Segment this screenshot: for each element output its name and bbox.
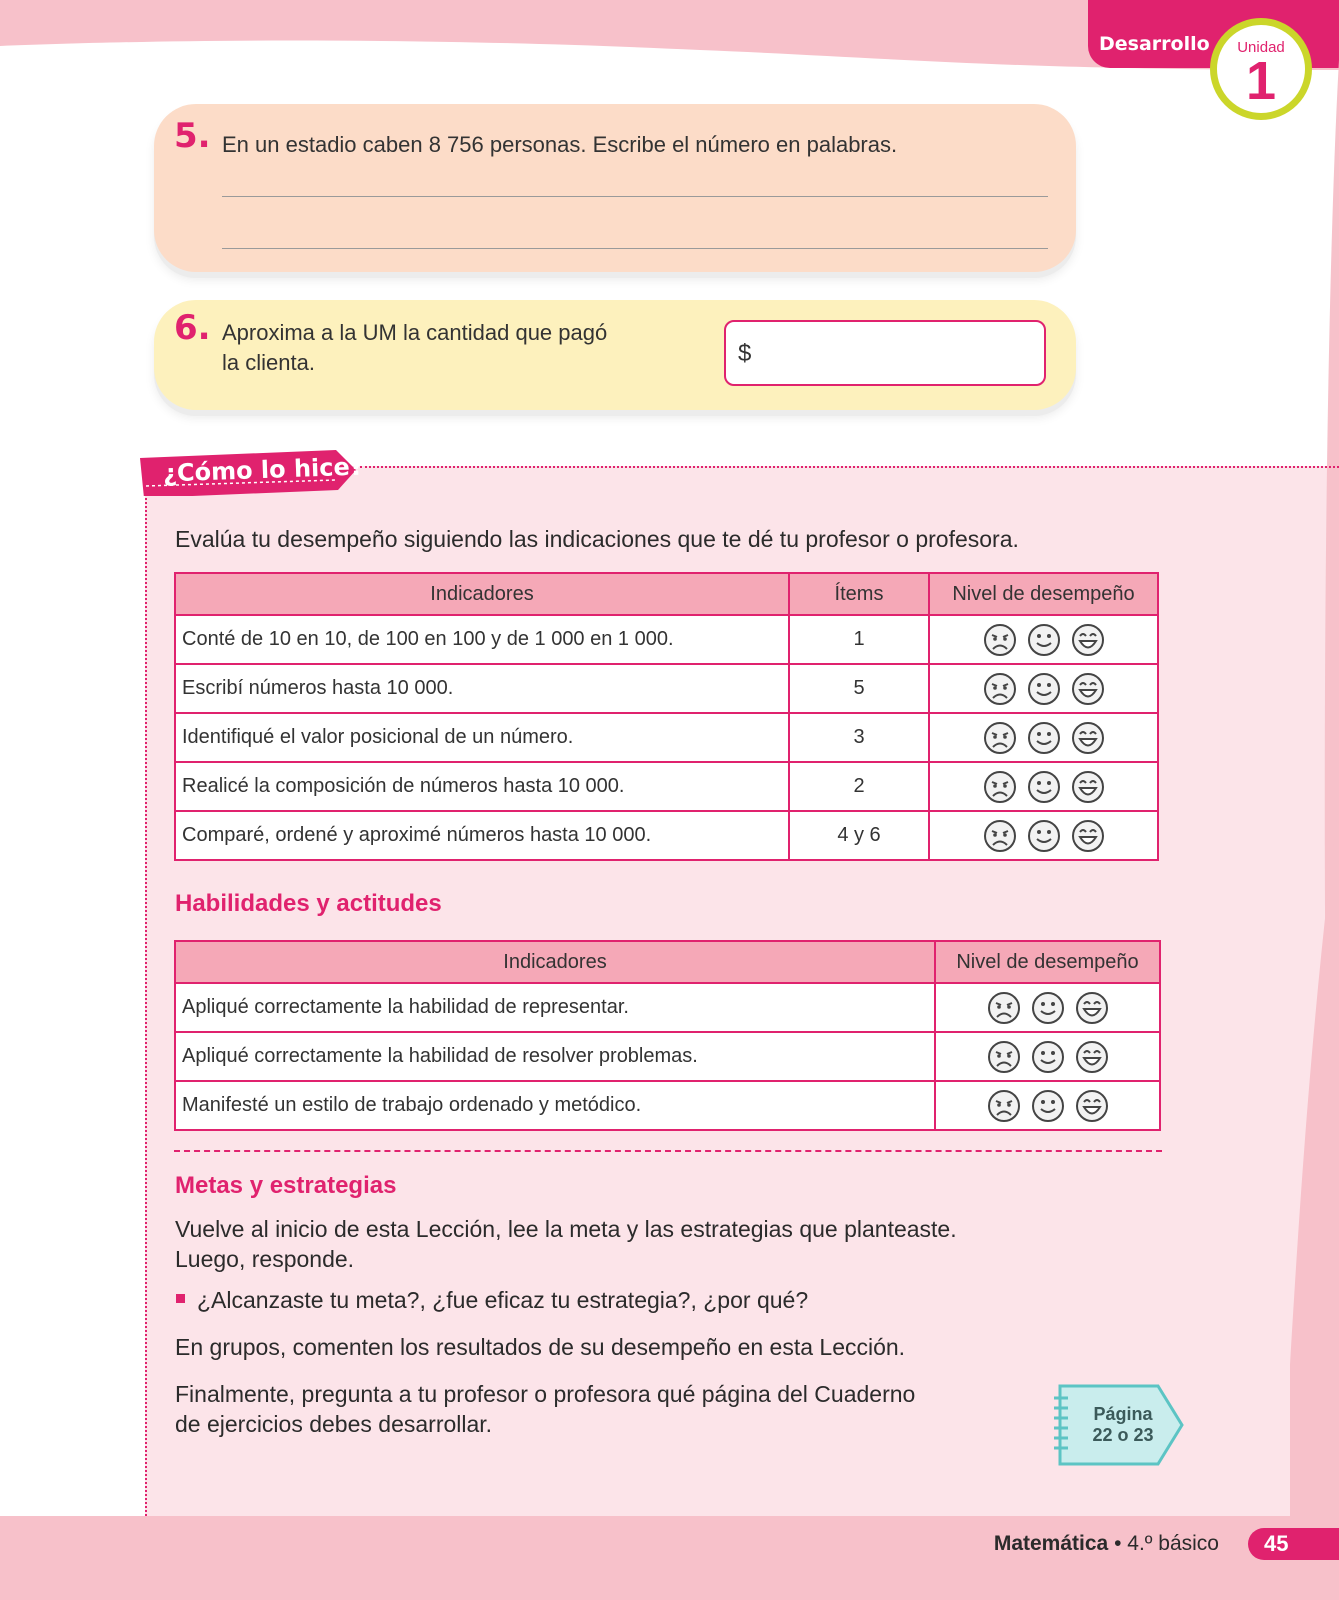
sad-face-icon[interactable] xyxy=(986,990,1022,1026)
performance-cell xyxy=(935,1032,1160,1081)
indicator-cell: Apliqué correctamente la habilidad de resolver problemas. xyxy=(175,1032,935,1081)
performance-cell xyxy=(929,762,1158,811)
indicator-cell: Identifiqué el valor posicional de un número. xyxy=(175,713,789,762)
table-header-row xyxy=(175,573,1158,615)
performance-cell xyxy=(929,664,1158,713)
exercise-number: 5. xyxy=(174,116,211,156)
exercise-6 xyxy=(154,300,1076,410)
neutral-face-icon[interactable] xyxy=(1030,1088,1066,1124)
panel-edge-curve xyxy=(1290,0,1339,1520)
table-row xyxy=(175,713,1158,762)
happy-face-icon[interactable] xyxy=(1074,1088,1110,1124)
answer-line-1[interactable] xyxy=(222,196,1048,197)
neutral-face-icon[interactable] xyxy=(1030,990,1066,1026)
indicator-cell: Realicé la composición de números hasta 10 000. xyxy=(175,762,789,811)
neutral-face-icon[interactable] xyxy=(1026,720,1062,756)
footer-subject xyxy=(994,1532,1219,1556)
skills-table xyxy=(174,940,1161,1131)
performance-cell xyxy=(929,713,1158,762)
exercise-number: 6. xyxy=(174,308,211,348)
table-row xyxy=(175,983,1160,1032)
neutral-face-icon[interactable] xyxy=(1026,818,1062,854)
neutral-face-icon[interactable] xyxy=(1030,1039,1066,1075)
happy-face-icon[interactable] xyxy=(1070,720,1106,756)
performance-cell xyxy=(929,615,1158,664)
table-row xyxy=(175,1032,1160,1081)
sad-face-icon[interactable] xyxy=(986,1039,1022,1075)
final-line2: de ejercicios debes desarrollar. xyxy=(175,1411,493,1437)
section-title: Desarrollo xyxy=(1099,33,1210,55)
exercise-text: En un estadio caben 8 756 personas. Escribe el número en palabras. xyxy=(222,132,898,157)
metas-title: Metas y estrategias xyxy=(175,1172,397,1199)
indicator-cell: Escribí números hasta 10 000. xyxy=(175,664,789,713)
neutral-face-icon[interactable] xyxy=(1026,671,1062,707)
neutral-face-icon[interactable] xyxy=(1026,769,1062,805)
notebook-page-label: Página xyxy=(1093,1404,1153,1424)
notebook-page-reference xyxy=(1068,1404,1178,1446)
sad-face-icon[interactable] xyxy=(982,769,1018,805)
exercise-5 xyxy=(154,104,1076,272)
header-indicadores: Indicadores xyxy=(175,941,935,983)
page-footer xyxy=(0,1516,1339,1600)
currency-symbol: $ xyxy=(738,340,752,367)
metas-line1: Vuelve al inicio de esta Lección, lee la meta y las estrategias que planteaste. xyxy=(175,1216,957,1242)
metas-question: ¿Alcanzaste tu meta?, ¿fue eficaz tu estrategia?, ¿por qué? xyxy=(197,1287,809,1313)
sad-face-icon[interactable] xyxy=(982,818,1018,854)
items-cell: 3 xyxy=(789,713,929,762)
neutral-face-icon[interactable] xyxy=(1026,622,1062,658)
happy-face-icon[interactable] xyxy=(1070,818,1106,854)
como-lo-hice-title: ¿Cómo lo hice? xyxy=(162,452,365,488)
panel-left-border xyxy=(145,466,147,1516)
indicator-cell: Manifesté un estilo de trabajo ordenado y metódico. xyxy=(175,1081,935,1130)
header-items: Ítems xyxy=(789,573,929,615)
footer-separator: • xyxy=(1114,1532,1122,1555)
table-row xyxy=(175,762,1158,811)
happy-face-icon[interactable] xyxy=(1070,671,1106,707)
final-line1: Finalmente, pregunta a tu profesor o profesora qué página del Cuaderno xyxy=(175,1381,916,1407)
unit-word: Unidad xyxy=(1237,39,1285,56)
answer-line-2[interactable] xyxy=(222,248,1048,249)
table-header-row xyxy=(175,941,1160,983)
subject-name: Matemática xyxy=(993,1532,1109,1555)
groups-text: En grupos, comenten los resultados de su desempeño en esta Lección. xyxy=(175,1334,906,1360)
table-row xyxy=(175,615,1158,664)
section-divider xyxy=(174,1150,1162,1152)
grade-level: 4.º básico xyxy=(1127,1532,1219,1555)
items-cell: 5 xyxy=(789,664,929,713)
evaluation-intro: Evalúa tu desempeño siguiendo las indicaciones que te dé tu profesor o profesora. xyxy=(175,526,1019,552)
items-cell: 1 xyxy=(789,615,929,664)
happy-face-icon[interactable] xyxy=(1074,1039,1110,1075)
table-row xyxy=(175,811,1158,860)
sad-face-icon[interactable] xyxy=(982,671,1018,707)
notebook-page-numbers: 22 o 23 xyxy=(1092,1425,1154,1445)
happy-face-icon[interactable] xyxy=(1074,990,1110,1026)
exercise-text-line1: Aproxima a la UM la cantidad que pagó xyxy=(222,320,608,345)
habilidades-title: Habilidades y actitudes xyxy=(175,890,442,917)
sad-face-icon[interactable] xyxy=(986,1088,1022,1124)
indicator-cell: Conté de 10 en 10, de 100 en 100 y de 1 000 en 1 000. xyxy=(175,615,789,664)
metas-line2: Luego, responde. xyxy=(175,1246,355,1272)
items-cell: 4 y 6 xyxy=(789,811,929,860)
bullet-icon xyxy=(176,1294,185,1303)
header-nivel: Nivel de desempeño xyxy=(929,573,1158,615)
unit-number: 1 xyxy=(1245,51,1277,111)
table-row xyxy=(175,1081,1160,1130)
performance-cell xyxy=(935,1081,1160,1130)
items-cell: 2 xyxy=(789,762,929,811)
happy-face-icon[interactable] xyxy=(1070,622,1106,658)
performance-cell xyxy=(935,983,1160,1032)
happy-face-icon[interactable] xyxy=(1070,769,1106,805)
indicator-cell: Comparé, ordené y aproximé números hasta 10 000. xyxy=(175,811,789,860)
sad-face-icon[interactable] xyxy=(982,622,1018,658)
indicator-cell: Apliqué correctamente la habilidad de representar. xyxy=(175,983,935,1032)
indicators-table xyxy=(174,572,1159,861)
header-indicadores: Indicadores xyxy=(175,573,789,615)
table-row xyxy=(175,664,1158,713)
page-number: 45 xyxy=(1248,1528,1339,1560)
exercise-text-line2: la clienta. xyxy=(222,350,315,375)
amount-answer-box[interactable] xyxy=(724,320,1046,386)
panel-top-border xyxy=(360,466,1339,468)
header-nivel: Nivel de desempeño xyxy=(935,941,1160,983)
sad-face-icon[interactable] xyxy=(982,720,1018,756)
performance-cell xyxy=(929,811,1158,860)
